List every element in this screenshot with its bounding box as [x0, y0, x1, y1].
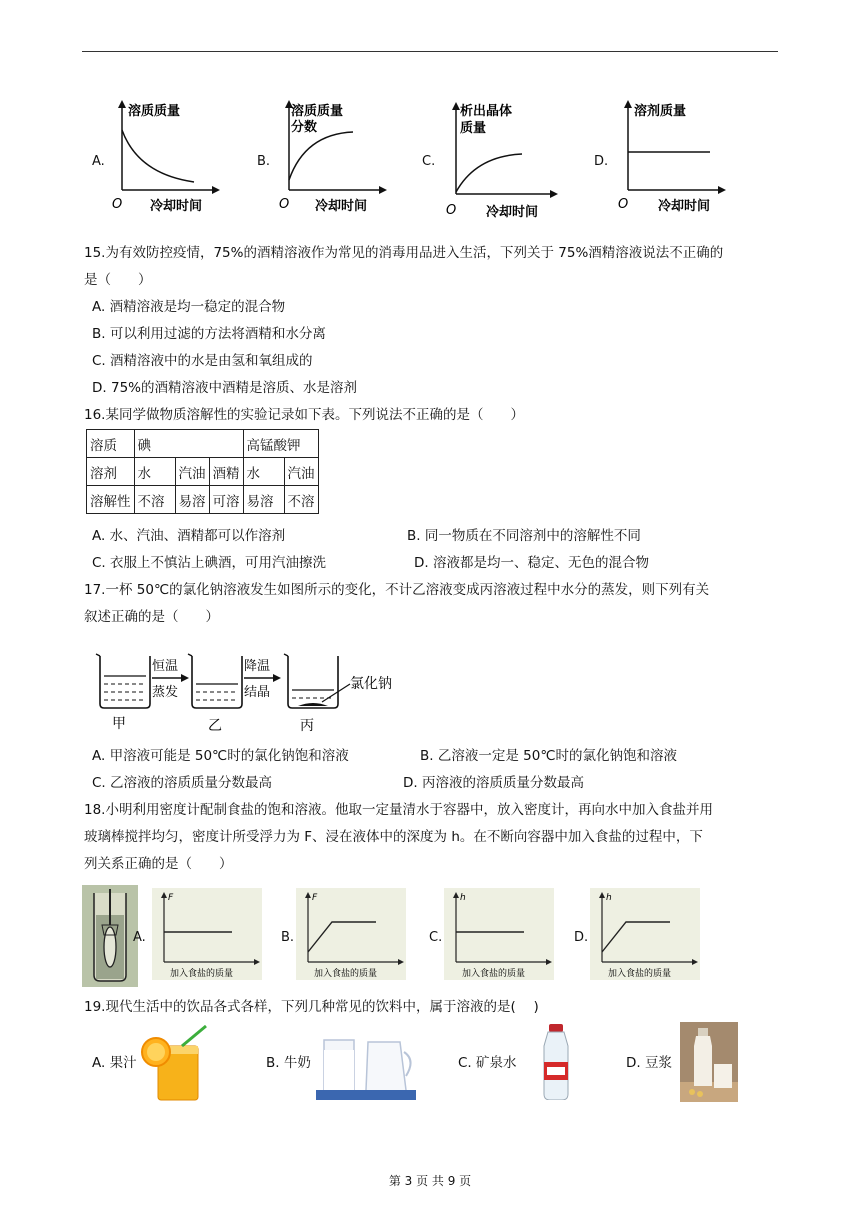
table-cell: 溶剂	[87, 458, 135, 486]
q14-graph-a	[108, 98, 223, 218]
q18-graph-xlabel: 加入食盐的质量	[170, 969, 234, 979]
q18-graph-yvar: F	[312, 893, 318, 903]
q15-option-b[interactable]: B. 可以利用过滤的方法将酒精和水分离	[92, 326, 326, 342]
q16-option-d[interactable]: D. 溶液都是均一、稳定、无色的混合物	[414, 555, 649, 571]
table-cell: 汽油	[175, 458, 209, 486]
table-cell: 碘	[134, 430, 243, 458]
q16-stem: 16.某同学做物质溶解性的实验记录如下表。下列说法不正确的是（ ）	[84, 407, 524, 423]
q14-c-ylabel-1: 析出晶体	[460, 104, 513, 119]
table-cell: 水	[134, 458, 175, 486]
q14-a-ylabel: 溶质质量	[128, 104, 181, 119]
table-cell: 不溶	[284, 486, 318, 514]
arrow2-bottom-label: 结晶	[244, 685, 271, 700]
q14-graph-b	[275, 98, 390, 218]
q14-c-xlabel: 冷却时间	[486, 205, 539, 220]
q14-option-a-label: A.	[92, 154, 105, 169]
table-cell: 溶质	[87, 430, 135, 458]
arrow1-bottom-label: 蒸发	[152, 685, 179, 700]
q15-stem-line2: 是（ ）	[84, 272, 152, 288]
q19-stem: 19.现代生活中的饮品各式各样，下列几种常见的饮料中，属于溶液的是( )	[84, 999, 539, 1015]
q17-stem-line2: 叙述正确的是（ ）	[84, 609, 219, 625]
q14-c-ylabel-2: 质量	[460, 121, 487, 136]
q16-option-b[interactable]: B. 同一物质在不同溶剂中的溶解性不同	[407, 528, 641, 544]
q18-option-d-label[interactable]: D.	[574, 930, 589, 945]
beaker-label-yi: 乙	[208, 718, 222, 734]
beaker-label-jia: 甲	[112, 716, 126, 732]
q15-option-d[interactable]: D. 75%的酒精溶液中酒精是溶质、水是溶剂	[92, 380, 357, 396]
soy-milk-image	[680, 1022, 738, 1102]
q18-graph-yvar: F	[168, 893, 174, 903]
q14-option-c-label: C.	[422, 154, 436, 169]
beaker-diagram	[92, 646, 412, 736]
q15-option-a[interactable]: A. 酒精溶液是均一稳定的混合物	[92, 299, 286, 315]
table-cell: 不溶	[134, 486, 175, 514]
header-rule	[82, 51, 778, 52]
q14-d-xlabel: 冷却时间	[658, 199, 711, 214]
q17-option-d[interactable]: D. 丙溶液的溶质质量分数最高	[403, 775, 584, 791]
table-row	[87, 430, 319, 458]
q14-d-ylabel: 溶剂质量	[634, 104, 687, 119]
q18-graph-xlabel: 加入食盐的质量	[608, 969, 672, 979]
q14-d-origin: O	[618, 197, 629, 212]
q14-c-origin: O	[446, 203, 457, 218]
q19-option-a[interactable]: A. 果汁	[92, 1055, 137, 1071]
q18-stem-line1: 18.小明利用密度计配制食盐的饱和溶液。他取一定量清水于容器中，放入密度计，再向水中加入食盐并用	[84, 802, 713, 818]
q14-b-xlabel: 冷却时间	[315, 199, 368, 214]
q14-option-b-label: B.	[257, 154, 271, 169]
table-cell: 高锰酸钾	[243, 430, 318, 458]
beaker-bing	[284, 654, 338, 708]
q19-option-c[interactable]: C. 矿泉水	[458, 1055, 517, 1071]
juice-image	[140, 1024, 218, 1106]
q18-stem-line3: 列关系正确的是（ ）	[84, 856, 233, 872]
table-cell: 汽油	[284, 458, 318, 486]
q14-graph-c	[442, 100, 562, 222]
q18-option-a-label[interactable]: A.	[133, 930, 146, 945]
q14-option-d-label: D.	[594, 154, 609, 169]
beaker-yi	[188, 654, 242, 708]
q18-graph-a	[152, 888, 262, 980]
q16-option-c[interactable]: C. 衣服上不慎沾上碘酒，可用汽油擦洗	[92, 555, 327, 571]
q14-b-origin: O	[279, 197, 290, 212]
table-cell: 酒精	[209, 458, 243, 486]
beaker-label-bing: 丙	[300, 718, 314, 734]
q18-graph-xlabel: 加入食盐的质量	[462, 969, 526, 979]
table-cell: 易溶	[243, 486, 284, 514]
arrow1-top-label: 恒温	[152, 659, 179, 674]
q18-graph-d	[590, 888, 700, 980]
q15-option-c[interactable]: C. 酒精溶液中的水是由氢和氧组成的	[92, 353, 313, 369]
page-footer: 第 3 页 共 9 页	[388, 1174, 472, 1188]
q17-option-a[interactable]: A. 甲溶液可能是 50℃时的氯化钠饱和溶液	[92, 748, 349, 764]
q18-graph-yvar: h	[460, 893, 466, 903]
q14-a-origin: O	[112, 197, 123, 212]
table-cell: 易溶	[175, 486, 209, 514]
table-cell: 溶解性	[87, 486, 135, 514]
q19-option-b[interactable]: B. 牛奶	[266, 1055, 311, 1071]
q14-graph-d	[614, 98, 729, 218]
q17-stem-line1: 17.一杯 50℃的氯化钠溶液发生如图所示的变化，不计乙溶液变成丙溶液过程中水分的蒸发，则下列有关	[84, 582, 710, 598]
q16-option-a[interactable]: A. 水、汽油、酒精都可以作溶剂	[92, 528, 286, 544]
table-row	[87, 486, 319, 514]
q18-graph-xlabel: 加入食盐的质量	[314, 969, 378, 979]
milk-image	[316, 1024, 416, 1100]
q18-stem-line2: 玻璃棒搅拌均匀，密度计所受浮力为 F、浸在液体中的深度为 h。在不断向容器中加入食盐的过程中，下	[84, 829, 703, 845]
q14-b-ylabel-2: 分数	[291, 120, 318, 135]
q18-option-b-label[interactable]: B.	[281, 930, 295, 945]
table-row	[87, 458, 319, 486]
hydrometer-image	[82, 885, 138, 987]
arrow2-top-label: 降温	[244, 659, 271, 674]
solubility-table	[86, 429, 319, 514]
q15-stem-line1: 15.为有效防控疫情，75%的酒精溶液作为常见的消毒用品进入生活，下列关于 75%酒精溶液说法不正确的	[84, 245, 724, 261]
table-cell: 可溶	[209, 486, 243, 514]
q18-graph-yvar: h	[606, 893, 612, 903]
q14-a-xlabel: 冷却时间	[150, 199, 203, 214]
q18-option-c-label[interactable]: C.	[429, 930, 443, 945]
mineral-water-image	[536, 1024, 576, 1100]
q18-graph-c	[444, 888, 554, 980]
q18-graph-b	[296, 888, 406, 980]
beaker-jia	[96, 654, 150, 708]
q17-option-b[interactable]: B. 乙溶液一定是 50℃时的氯化钠饱和溶液	[420, 748, 677, 764]
q14-b-ylabel-1: 溶质质量	[291, 104, 344, 119]
q19-option-d[interactable]: D. 豆浆	[626, 1055, 672, 1071]
table-cell: 水	[243, 458, 284, 486]
q17-option-c[interactable]: C. 乙溶液的溶质质量分数最高	[92, 775, 273, 791]
crystal-label: 氯化钠	[350, 676, 392, 692]
